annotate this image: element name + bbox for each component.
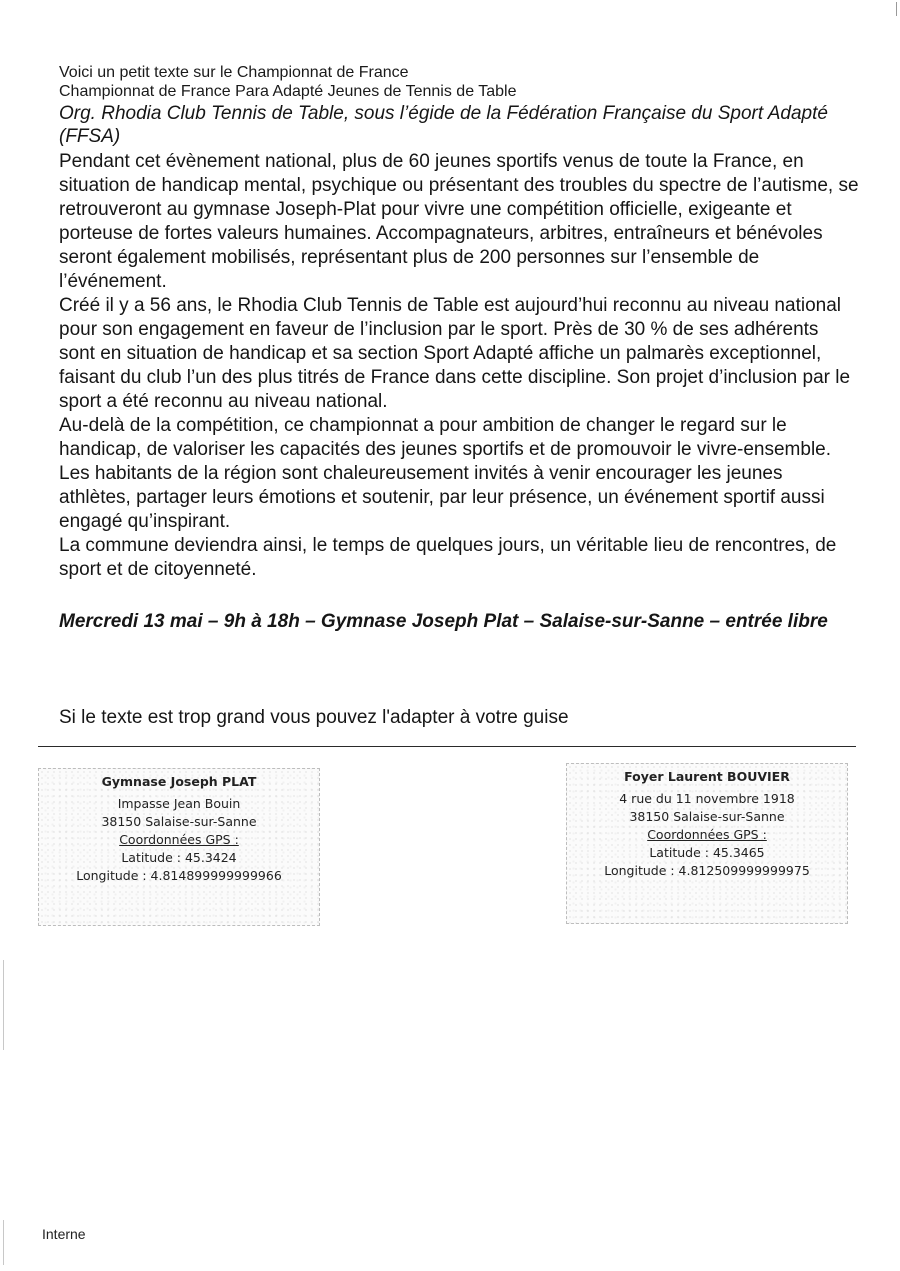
article-body bbox=[59, 150, 859, 582]
venue-street: Impasse Jean Bouin bbox=[117, 796, 241, 811]
intro bbox=[59, 63, 859, 101]
resize-note: Si le texte est trop grand vous pouvez l'adapter à votre guise bbox=[59, 707, 569, 728]
venue-card-foyer bbox=[566, 763, 848, 924]
venue-longitude: Longitude : 4.814899999999966 bbox=[76, 868, 282, 883]
scan-edge-mark bbox=[896, 2, 897, 16]
paragraph: La commune deviendra ainsi, le temps de quelques jours, un véritable lieu de rencontres, de sport et de citoyenneté. bbox=[59, 535, 837, 580]
paragraph: Au-delà de la compétition, ce championnat a pour ambition de changer le regard sur le handicap, de valoriser les capacités des jeunes sportifs et de promouvoir le vivre-ensemble. Les habitants de la région sont chaleureusement invités à venir encourager les jeunes athlètes, partager leurs émotions et soutenir, par leur présence, un événement sportif aussi engagé qu’inspirant. bbox=[59, 415, 832, 532]
venue-card-gymnase bbox=[38, 768, 320, 926]
paragraph: Créé il y a 56 ans, le Rhodia Club Tennis de Table est aujourd’hui reconnu au niveau national pour son engagement en faveur de l’inclusion par le sport. Près de 30 % de ses adhérents sont en situation de handicap et sa section Sport Adapté affiche un palmarès exceptionnel, faisant du club l’un des plus titrés de France dans cette discipline. Son projet d’inclusion par le sport a été reconnu au niveau national. bbox=[59, 295, 851, 412]
venue-name: Foyer Laurent BOUVIER bbox=[624, 769, 790, 784]
paragraph: Pendant cet évènement national, plus de 60 jeunes sportifs venus de toute la France, en situation de handicap mental, psychique ou présentant des troubles du spectre de l’autisme, se retrouveront au gymnase Joseph-Plat pour vivre une compétition officielle, exigeante et porteuse de fortes valeurs humaines. Accompagnateurs, arbitres, entraîneurs et bénévoles seront également mobilisés, représentant plus de 200 personnes sur l’ensemble de l’événement. bbox=[59, 151, 859, 292]
event-details: Mercredi 13 mai – 9h à 18h – Gymnase Joseph Plat – Salaise-sur-Sanne – entrée libre bbox=[59, 611, 828, 632]
venue-latitude: Latitude : 45.3465 bbox=[649, 845, 765, 860]
venue-latitude: Latitude : 45.3424 bbox=[121, 850, 237, 865]
venue-longitude: Longitude : 4.812509999999975 bbox=[604, 863, 810, 878]
venue-city: 38150 Salaise-sur-Sanne bbox=[101, 814, 257, 829]
venue-street: 4 rue du 11 novembre 1918 bbox=[619, 791, 795, 806]
venue-name: Gymnase Joseph PLAT bbox=[101, 774, 257, 789]
scan-side-mark bbox=[3, 960, 4, 1050]
scan-side-mark bbox=[3, 1220, 4, 1265]
classification-label: Interne bbox=[42, 1226, 86, 1242]
intro-line-2: Championnat de France Para Adapté Jeunes de Tennis de Table bbox=[59, 83, 517, 100]
venue-city: 38150 Salaise-sur-Sanne bbox=[629, 809, 785, 824]
divider bbox=[38, 746, 856, 747]
organizer-line: Org. Rhodia Club Tennis de Table, sous l’égide de la Fédération Française du Sport Adapté (FFSA) bbox=[59, 103, 828, 147]
intro-line-1: Voici un petit texte sur le Championnat de France bbox=[59, 64, 409, 81]
venue-gps-label: Coordonnées GPS : bbox=[647, 827, 767, 842]
venue-gps-label: Coordonnées GPS : bbox=[119, 832, 239, 847]
